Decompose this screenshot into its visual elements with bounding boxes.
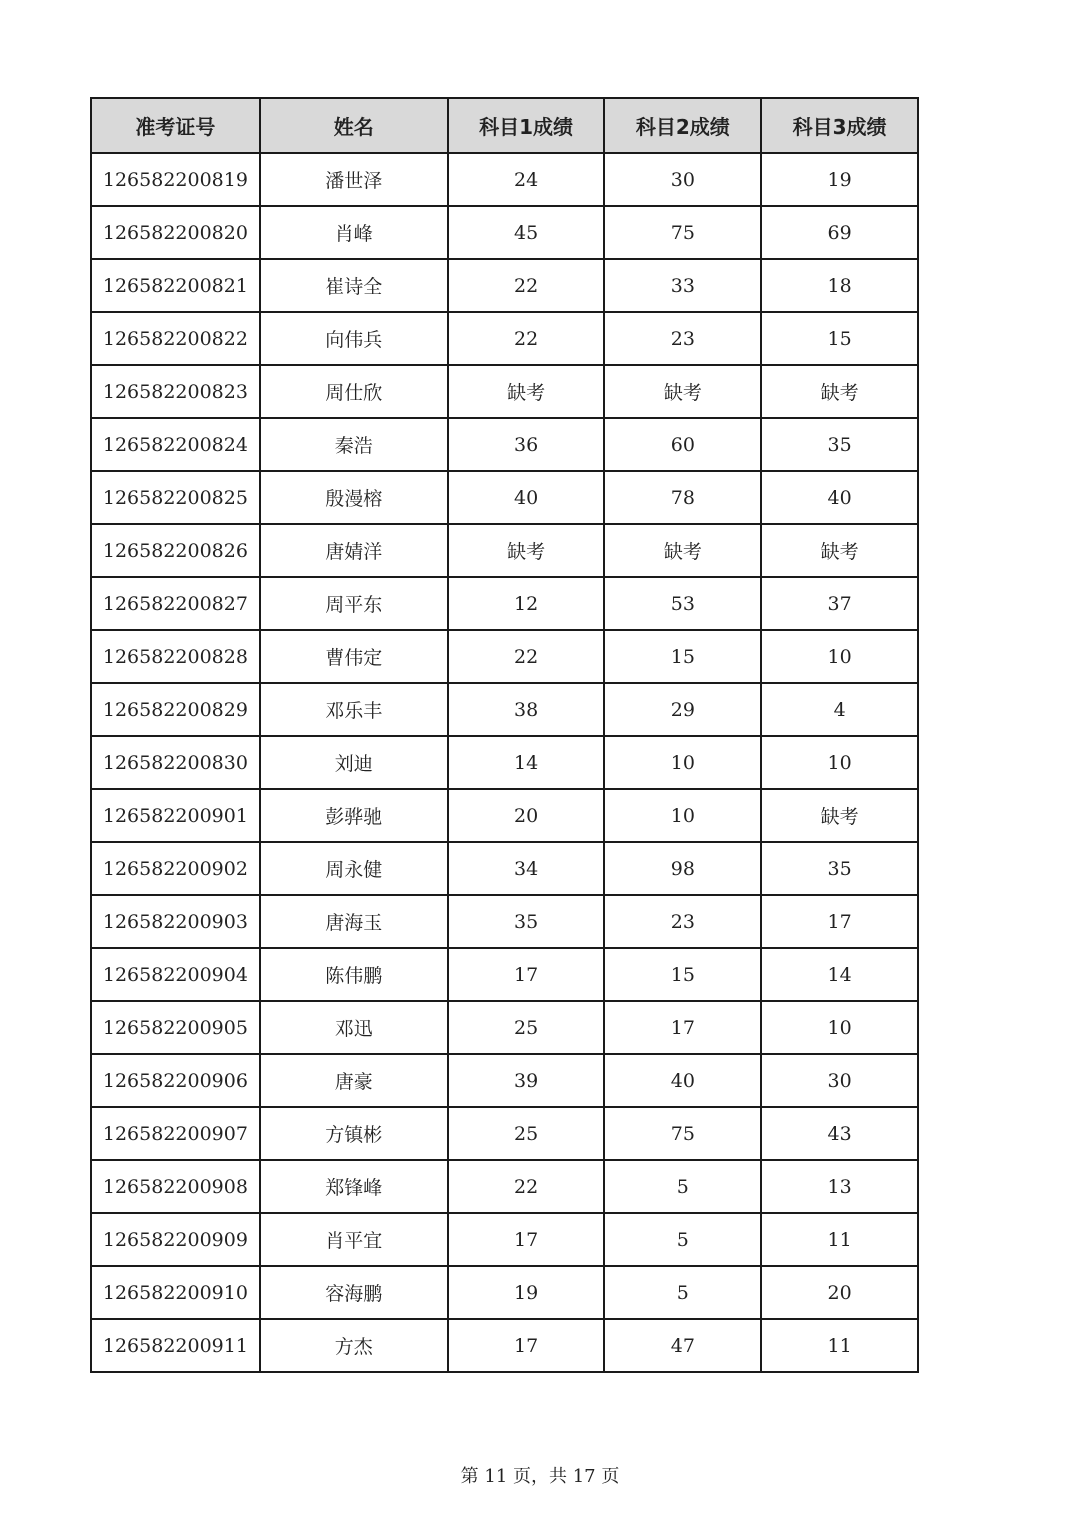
subject1-score-cell: 14 (448, 736, 605, 789)
exam-id-cell: 126582200824 (91, 418, 260, 471)
subject3-score-cell: 40 (761, 471, 918, 524)
subject2-score-cell: 78 (604, 471, 761, 524)
table-row (91, 1054, 918, 1107)
subject1-score-cell: 24 (448, 153, 605, 206)
name-cell: 彭骅驰 (260, 789, 448, 842)
name-cell: 唐海玉 (260, 895, 448, 948)
table-row (91, 630, 918, 683)
subject2-score-cell: 10 (604, 736, 761, 789)
subject3-score-cell: 35 (761, 842, 918, 895)
subject3-score-cell: 10 (761, 1001, 918, 1054)
exam-id-cell: 126582200821 (91, 259, 260, 312)
header-name: 姓名 (260, 98, 448, 153)
subject2-score-cell: 29 (604, 683, 761, 736)
subject2-score-cell: 5 (604, 1160, 761, 1213)
page-number: 第 11 页，共 17 页 (460, 1466, 620, 1487)
header-subject2-score: 科目2成绩 (604, 98, 761, 153)
header-row (91, 98, 918, 153)
name-cell: 肖平宜 (260, 1213, 448, 1266)
subject2-score-cell: 53 (604, 577, 761, 630)
exam-id-cell: 126582200823 (91, 365, 260, 418)
name-cell: 邓迅 (260, 1001, 448, 1054)
name-cell: 向伟兵 (260, 312, 448, 365)
subject3-score-cell: 14 (761, 948, 918, 1001)
subject2-score-cell: 5 (604, 1213, 761, 1266)
name-cell: 曹伟定 (260, 630, 448, 683)
subject2-score-cell: 47 (604, 1319, 761, 1372)
subject1-score-cell: 22 (448, 312, 605, 365)
name-cell: 容海鹏 (260, 1266, 448, 1319)
exam-id-cell: 126582200904 (91, 948, 260, 1001)
subject2-score-cell: 75 (604, 206, 761, 259)
subject3-score-cell: 10 (761, 630, 918, 683)
subject3-score-cell: 4 (761, 683, 918, 736)
exam-id-cell: 126582200905 (91, 1001, 260, 1054)
name-cell: 崔诗全 (260, 259, 448, 312)
subject1-score-cell: 40 (448, 471, 605, 524)
name-cell: 周永健 (260, 842, 448, 895)
table-body (91, 153, 918, 1372)
subject3-score-cell: 69 (761, 206, 918, 259)
subject1-score-cell: 34 (448, 842, 605, 895)
subject3-score-cell: 30 (761, 1054, 918, 1107)
subject1-score-cell: 39 (448, 1054, 605, 1107)
name-cell: 陈伟鹏 (260, 948, 448, 1001)
subject3-score-cell: 缺考 (761, 524, 918, 577)
table-row (91, 1266, 918, 1319)
subject1-score-cell: 36 (448, 418, 605, 471)
exam-id-cell: 126582200827 (91, 577, 260, 630)
exam-id-cell: 126582200907 (91, 1107, 260, 1160)
name-cell: 方镇彬 (260, 1107, 448, 1160)
table-row (91, 1213, 918, 1266)
subject1-score-cell: 25 (448, 1001, 605, 1054)
exam-id-cell: 126582200901 (91, 789, 260, 842)
subject1-score-cell: 缺考 (448, 365, 605, 418)
subject3-score-cell: 37 (761, 577, 918, 630)
exam-id-cell: 126582200903 (91, 895, 260, 948)
subject2-score-cell: 30 (604, 153, 761, 206)
name-cell: 方杰 (260, 1319, 448, 1372)
table-row (91, 365, 918, 418)
subject2-score-cell: 15 (604, 948, 761, 1001)
header-subject1-score: 科目1成绩 (448, 98, 605, 153)
subject1-score-cell: 17 (448, 1213, 605, 1266)
exam-id-cell: 126582200826 (91, 524, 260, 577)
subject2-score-cell: 98 (604, 842, 761, 895)
name-cell: 周平东 (260, 577, 448, 630)
name-cell: 周仕欣 (260, 365, 448, 418)
subject2-score-cell: 15 (604, 630, 761, 683)
exam-id-cell: 126582200909 (91, 1213, 260, 1266)
subject3-score-cell: 11 (761, 1319, 918, 1372)
subject2-score-cell: 缺考 (604, 524, 761, 577)
subject3-score-cell: 10 (761, 736, 918, 789)
subject1-score-cell: 缺考 (448, 524, 605, 577)
table-row (91, 736, 918, 789)
table-row (91, 683, 918, 736)
table-row (91, 1107, 918, 1160)
table-row (91, 842, 918, 895)
exam-id-cell: 126582200910 (91, 1266, 260, 1319)
table-row (91, 789, 918, 842)
table-row (91, 524, 918, 577)
subject3-score-cell: 19 (761, 153, 918, 206)
exam-id-cell: 126582200911 (91, 1319, 260, 1372)
subject2-score-cell: 23 (604, 312, 761, 365)
subject1-score-cell: 20 (448, 789, 605, 842)
exam-id-cell: 126582200820 (91, 206, 260, 259)
exam-id-cell: 126582200908 (91, 1160, 260, 1213)
table-row (91, 471, 918, 524)
subject3-score-cell: 17 (761, 895, 918, 948)
subject1-score-cell: 22 (448, 1160, 605, 1213)
table-header (91, 98, 918, 153)
name-cell: 肖峰 (260, 206, 448, 259)
subject2-score-cell: 75 (604, 1107, 761, 1160)
name-cell: 刘迪 (260, 736, 448, 789)
subject3-score-cell: 13 (761, 1160, 918, 1213)
subject3-score-cell: 15 (761, 312, 918, 365)
subject3-score-cell: 20 (761, 1266, 918, 1319)
name-cell: 邓乐丰 (260, 683, 448, 736)
subject3-score-cell: 35 (761, 418, 918, 471)
table-row (91, 1319, 918, 1372)
table-row (91, 577, 918, 630)
table-row (91, 418, 918, 471)
table-row (91, 312, 918, 365)
table-row (91, 1160, 918, 1213)
subject3-score-cell: 缺考 (761, 789, 918, 842)
table-row (91, 206, 918, 259)
table-row (91, 895, 918, 948)
subject1-score-cell: 25 (448, 1107, 605, 1160)
subject1-score-cell: 22 (448, 259, 605, 312)
exam-id-cell: 126582200829 (91, 683, 260, 736)
name-cell: 潘世泽 (260, 153, 448, 206)
exam-id-cell: 126582200819 (91, 153, 260, 206)
subject1-score-cell: 17 (448, 948, 605, 1001)
subject1-score-cell: 35 (448, 895, 605, 948)
exam-id-cell: 126582200902 (91, 842, 260, 895)
subject1-score-cell: 45 (448, 206, 605, 259)
name-cell: 殷漫榕 (260, 471, 448, 524)
subject1-score-cell: 22 (448, 630, 605, 683)
subject1-score-cell: 38 (448, 683, 605, 736)
subject2-score-cell: 17 (604, 1001, 761, 1054)
subject2-score-cell: 33 (604, 259, 761, 312)
subject1-score-cell: 17 (448, 1319, 605, 1372)
subject3-score-cell: 缺考 (761, 365, 918, 418)
name-cell: 唐豪 (260, 1054, 448, 1107)
subject2-score-cell: 23 (604, 895, 761, 948)
header-subject3-score: 科目3成绩 (761, 98, 918, 153)
subject3-score-cell: 18 (761, 259, 918, 312)
subject1-score-cell: 12 (448, 577, 605, 630)
subject2-score-cell: 40 (604, 1054, 761, 1107)
subject2-score-cell: 缺考 (604, 365, 761, 418)
name-cell: 郑锋峰 (260, 1160, 448, 1213)
exam-id-cell: 126582200822 (91, 312, 260, 365)
subject1-score-cell: 19 (448, 1266, 605, 1319)
exam-id-cell: 126582200906 (91, 1054, 260, 1107)
exam-id-cell: 126582200825 (91, 471, 260, 524)
exam-id-cell: 126582200830 (91, 736, 260, 789)
score-table (90, 97, 919, 1373)
exam-id-cell: 126582200828 (91, 630, 260, 683)
name-cell: 秦浩 (260, 418, 448, 471)
subject2-score-cell: 60 (604, 418, 761, 471)
table-row (91, 153, 918, 206)
subject2-score-cell: 10 (604, 789, 761, 842)
table-row (91, 948, 918, 1001)
subject2-score-cell: 5 (604, 1266, 761, 1319)
table-row (91, 1001, 918, 1054)
table-row (91, 259, 918, 312)
subject3-score-cell: 43 (761, 1107, 918, 1160)
subject3-score-cell: 11 (761, 1213, 918, 1266)
header-exam-id: 准考证号 (91, 98, 260, 153)
name-cell: 唐婧洋 (260, 524, 448, 577)
